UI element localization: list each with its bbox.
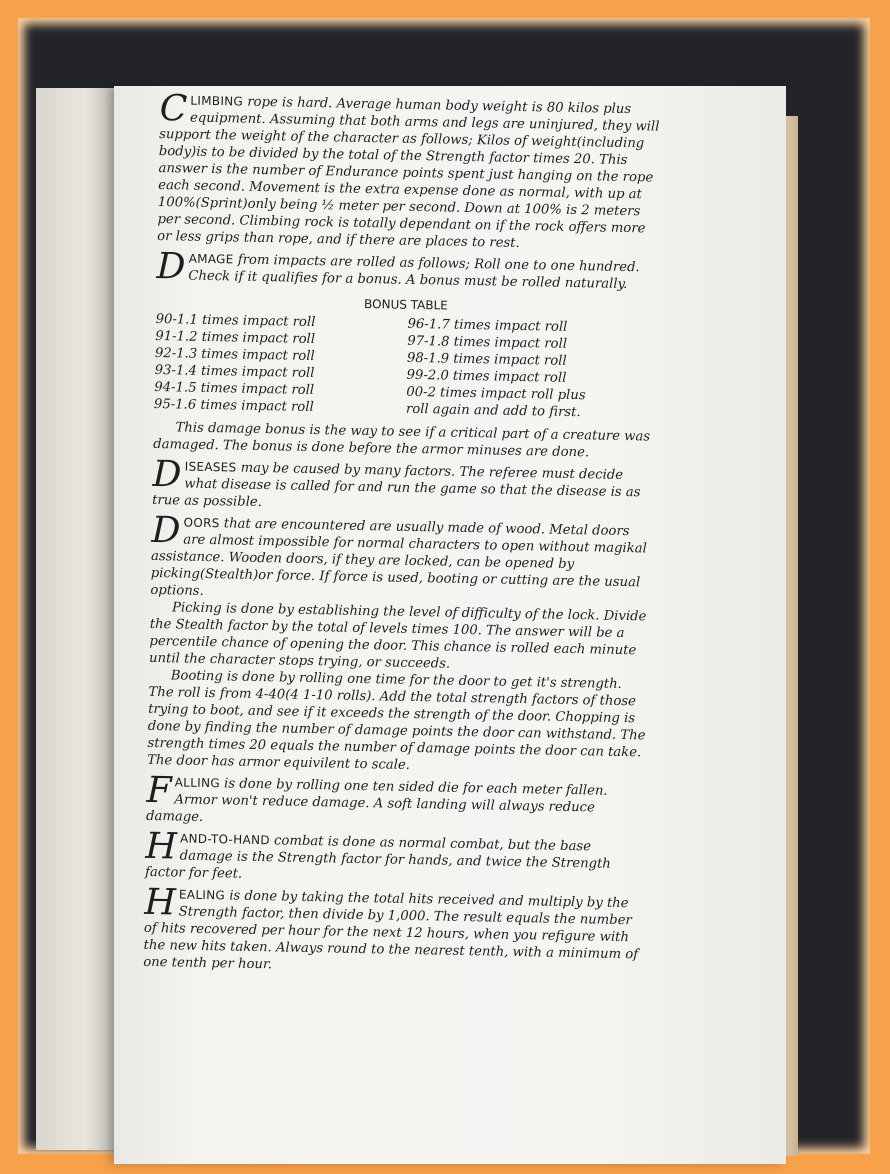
- bonus-row: 95-1.6 times impact roll: [153, 396, 314, 416]
- drop-cap: F: [146, 769, 172, 812]
- section-heading: AND-TO-HAND: [179, 831, 271, 848]
- bonus-row: 99-2.0 times impact roll: [406, 367, 567, 386]
- bonus-row: 93-1.4 times impact roll: [154, 362, 315, 382]
- diseases-paragraph: [152, 453, 653, 519]
- bonus-table-title: BONUS TABLE: [363, 296, 448, 313]
- healing-paragraph: [143, 881, 645, 981]
- doors-paragraph: [150, 509, 652, 609]
- section-body: combat is done as normal combat, but the base damage is the Strength factor for hands, and twice the Strength factor for feet.: [144, 833, 612, 882]
- bonus-row: 98-1.9 times impact roll: [406, 350, 567, 369]
- section-heading: EALING: [178, 887, 226, 903]
- bonus-row: 92-1.3 times impact roll: [154, 345, 315, 365]
- bonus-row: 94-1.5 times impact roll: [154, 379, 315, 399]
- doors-booting-paragraph: Booting is done by rolling one time for the door to get it's strength. The roll is from 4-40(4 1-10 rolls). Add the total strength factors of those trying to boot, and see if it exceeds the strength of the door. Chopping is done by finding the number of damage points the door can withstand. The strength times 20 equals the number of damage points the door can take. The door has armor equivilent to scale.: [147, 668, 646, 773]
- section-body: that are encountered are usually made of wood. Metal doors are almost impossible for normal characters to open without magikal assistance. Wooden doors, if they are locked, can be opened by picking(Stealth)or force. If force is used, booting or cutting are the usual options.: [150, 516, 647, 599]
- left-page: [36, 88, 118, 1150]
- bonus-row: 90-1.1 times impact roll: [155, 311, 316, 331]
- falling-paragraph: [145, 769, 647, 835]
- section-body: is done by taking the total hits received and multiply by the Strength factor, then divide by 1,000. The result equals the number of hits recovered per hour for the next 12 hours, when you refigure with the new hits taken. Always round to the nearest tenth, with a minimum of one tenth per hour.: [143, 888, 639, 973]
- drop-cap: H: [144, 881, 177, 924]
- drop-cap: H: [145, 825, 178, 868]
- page-text: [143, 88, 660, 985]
- damage-paragraph: [156, 245, 657, 294]
- section-heading: AMAGE: [188, 251, 234, 267]
- section-heading: LIMBING: [190, 93, 244, 109]
- section-body: rope is hard. Average human body weight is 80 kilos plus equipment. Assuming that both arms and legs are uninjured, they will support the weight of the character as follows; Kilos of weight(including body)is to be divided by the total of the Strength factor times 20. This answer is the number of Endurance points spent just hanging on the rope each second. Movement is the extra expense done as normal, with up at 100%(Sprint)only being ½ meter per second. Down at 100% is 2 meters per second. Climbing rock is totally dependant on if the rock offers more or less grips than rope, and if there are places to rest.: [157, 94, 660, 251]
- bonus-column-left: [154, 311, 404, 418]
- section-body: from impacts are rolled as follows; Roll one to one hundred. Check if it qualifies for a bonus. A bonus must be rolled naturally.: [188, 252, 640, 293]
- section-body: is done by rolling one ten sided die for each meter fallen. Armor won't reduce damage. A soft landing will always reduce damage.: [145, 776, 608, 825]
- bonus-row: 97-1.8 times impact roll: [407, 333, 568, 352]
- section-heading: ISEASES: [184, 459, 237, 475]
- bonus-row: 96-1.7 times impact roll: [407, 316, 568, 335]
- drop-cap: C: [159, 88, 188, 130]
- doors-picking-paragraph: Picking is done by establishing the level of difficulty of the lock. Divide the Stealth factor by the total of levels times 100. The answer will be a percentile chance of opening the door. This chance is rolled each minute until the character stops trying, or succeeds.: [148, 600, 647, 672]
- hand-to-hand-paragraph: [144, 825, 646, 891]
- bonus-column-right: [406, 316, 656, 423]
- climbing-paragraph: [157, 88, 660, 255]
- section-heading: OORS: [183, 515, 220, 531]
- drop-cap: D: [156, 245, 186, 288]
- bonus-row: 00-2 times impact roll plus: [406, 384, 586, 404]
- section-body: may be caused by many factors. The referee must decide what disease is called for and run the game so that the disease is as true as possible.: [152, 460, 641, 511]
- drop-cap: D: [151, 509, 181, 552]
- bonus-table: [154, 311, 656, 423]
- bonus-row: 91-1.2 times impact roll: [155, 328, 316, 348]
- bonus-row: roll again and add to first.: [405, 401, 581, 421]
- drop-cap: D: [152, 453, 182, 496]
- section-heading: ALLING: [174, 775, 221, 791]
- bonus-note-paragraph: This damage bonus is the way to see if a critical part of a creature was damaged. The bonus is done before the armor minuses are done.: [153, 420, 651, 461]
